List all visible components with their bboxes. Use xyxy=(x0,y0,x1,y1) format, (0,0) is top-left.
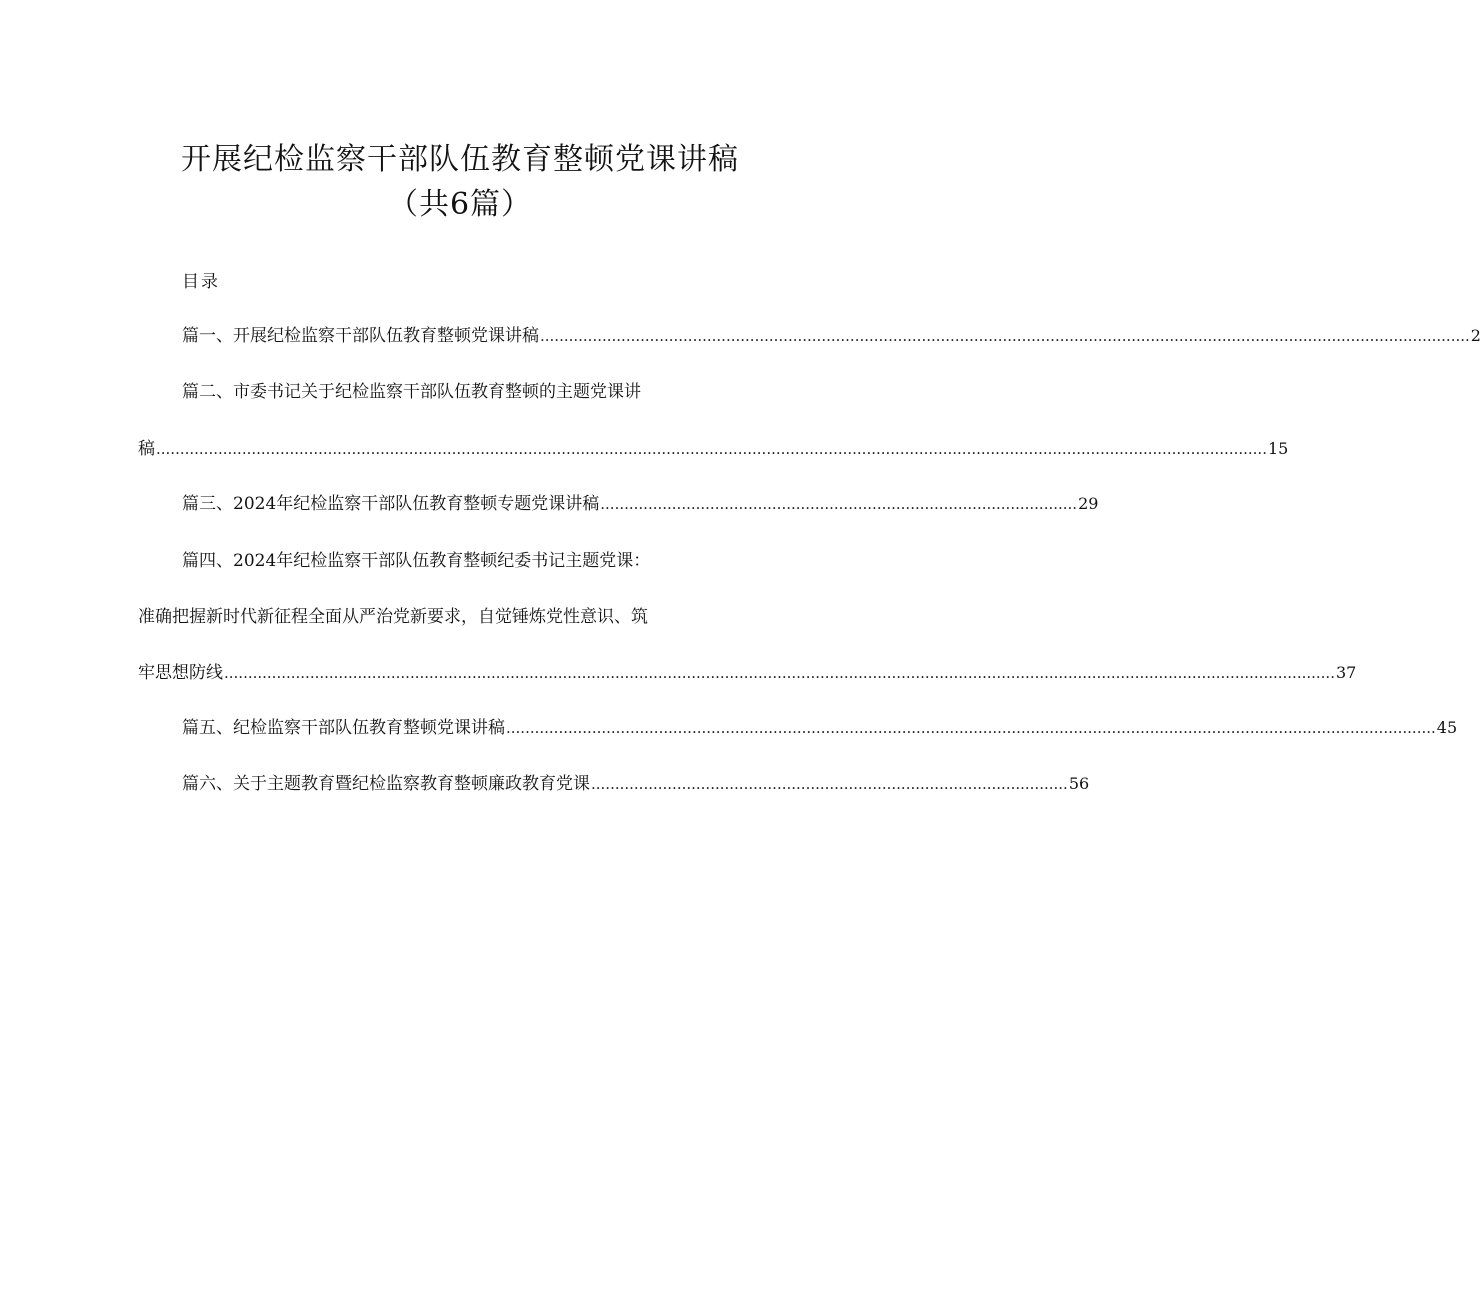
toc-entry-3-year: 2024 xyxy=(233,494,277,514)
toc-heading: 目录 xyxy=(182,272,220,292)
toc-entry-4-page: 37 xyxy=(1335,663,1357,682)
toc-entry-4-text-end: 牢思想防线 xyxy=(138,663,223,683)
toc-leader-dots: .................................................................................................... xyxy=(591,775,1068,793)
toc-entry-5[interactable] xyxy=(182,716,1458,740)
toc-entry-4-line-1[interactable] xyxy=(182,549,650,573)
toc-entry-6[interactable] xyxy=(182,772,1090,796)
toc-leader-dots: ................................................................................................................................................................................................... xyxy=(540,327,1470,345)
toc-entry-2-line-1[interactable] xyxy=(182,380,641,404)
toc-entry-3-prefix: 篇三、 xyxy=(182,494,233,514)
toc-leader-dots: ......................................................................................................................................................................................................................................... xyxy=(224,664,1335,682)
toc-entry-2-text: 篇二、市委书记关于纪检监察干部队伍教育整顿的主题党课讲 xyxy=(182,382,641,402)
toc-entry-1-text: 篇一、开展纪检监察干部队伍教育整顿党课讲稿 xyxy=(182,326,539,346)
toc-entry-4-year: 2024 xyxy=(233,551,277,571)
toc-entry-6-page: 56 xyxy=(1068,774,1090,793)
toc-entry-3-text: 年纪检监察干部队伍教育整顿专题党课讲稿 xyxy=(276,494,600,514)
toc-entry-5-page: 45 xyxy=(1436,718,1458,737)
toc-entry-6-text: 篇六、关于主题教育暨纪检监察教育整顿廉政教育党课 xyxy=(182,774,590,794)
toc-leader-dots: .................................................................................................... xyxy=(600,495,1078,513)
toc-entry-4-prefix: 篇四、 xyxy=(182,551,233,571)
toc-entry-2-text-cont: 稿 xyxy=(138,439,155,459)
document-title: 开展纪检监察干部队伍教育整顿党课讲稿 xyxy=(181,142,739,177)
toc-entry-2-line-2[interactable] xyxy=(138,437,1289,461)
toc-entry-2-page: 15 xyxy=(1267,439,1289,458)
toc-entry-1-page: 2 xyxy=(1470,326,1481,345)
toc-entry-4-text: 年纪检监察干部队伍教育整顿纪委书记主题党课： xyxy=(276,551,651,571)
document-subtitle: （共6篇） xyxy=(387,187,533,222)
toc-leader-dots: ................................................................................................................................................................................................... xyxy=(506,719,1436,737)
toc-entry-5-text: 篇五、纪检监察干部队伍教育整顿党课讲稿 xyxy=(182,718,505,738)
toc-entry-4-line-2[interactable] xyxy=(138,605,648,629)
toc-entry-3-page: 29 xyxy=(1078,494,1099,513)
toc-entry-4-text-cont: 准确把握新时代新征程全面从严治党新要求，自觉锤炼党性意识、筑 xyxy=(138,607,648,627)
toc-entry-1[interactable] xyxy=(182,324,1481,348)
toc-entry-3[interactable] xyxy=(182,492,1099,516)
toc-leader-dots: ......................................................................................................................................................................................................................................... xyxy=(156,440,1267,458)
toc-entry-4-line-3[interactable] xyxy=(138,661,1357,685)
